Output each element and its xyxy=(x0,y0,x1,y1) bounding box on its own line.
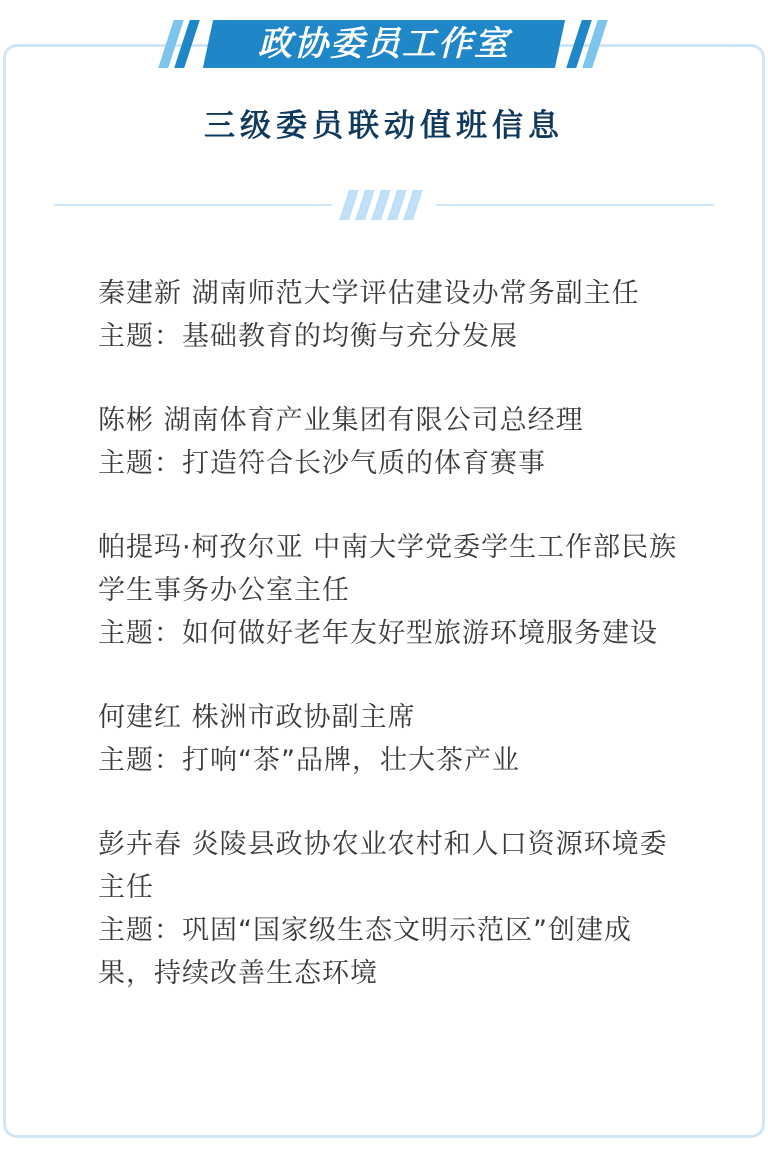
member-info: 陈彬 湖南体育产业集团有限公司总经理 xyxy=(98,405,584,436)
member-topic: 主题：巩固“国家级生态文明示范区”创建成果，持续改善生态环境 xyxy=(98,915,632,989)
divider-stripes xyxy=(338,190,424,220)
header-banner xyxy=(160,16,608,72)
member-topic: 主题：打造符合长沙气质的体育赛事 xyxy=(98,448,546,479)
list-item xyxy=(98,399,678,485)
banner-stripes-right xyxy=(564,20,608,68)
member-info: 彭卉春 炎陵县政协农业农村和人口资源环境委主任 xyxy=(98,829,668,903)
list-item xyxy=(98,526,678,655)
banner-stripes-left xyxy=(160,20,204,68)
member-info: 秦建新 湖南师范大学评估建设办常务副主任 xyxy=(98,278,640,309)
member-topic: 主题：基础教育的均衡与充分发展 xyxy=(98,321,518,352)
list-item xyxy=(98,823,678,995)
duty-list xyxy=(98,272,678,995)
member-topic: 主题：如何做好老年友好型旅游环境服务建设 xyxy=(98,618,658,649)
divider-line-right xyxy=(436,204,714,206)
member-topic: 主题：打响“茶”品牌，壮大茶产业 xyxy=(98,745,520,776)
section-subtitle: 三级委员联动值班信息 xyxy=(204,108,564,144)
member-info: 何建红 株洲市政协副主席 xyxy=(98,702,416,733)
divider-line-left xyxy=(54,204,332,206)
list-item xyxy=(98,272,678,358)
section-divider xyxy=(54,190,714,220)
member-info: 帕提玛·柯孜尔亚 中南大学党委学生工作部民族学生事务办公室主任 xyxy=(98,532,678,606)
page-title: 政协委员工作室 xyxy=(258,24,510,64)
list-item xyxy=(98,696,678,782)
